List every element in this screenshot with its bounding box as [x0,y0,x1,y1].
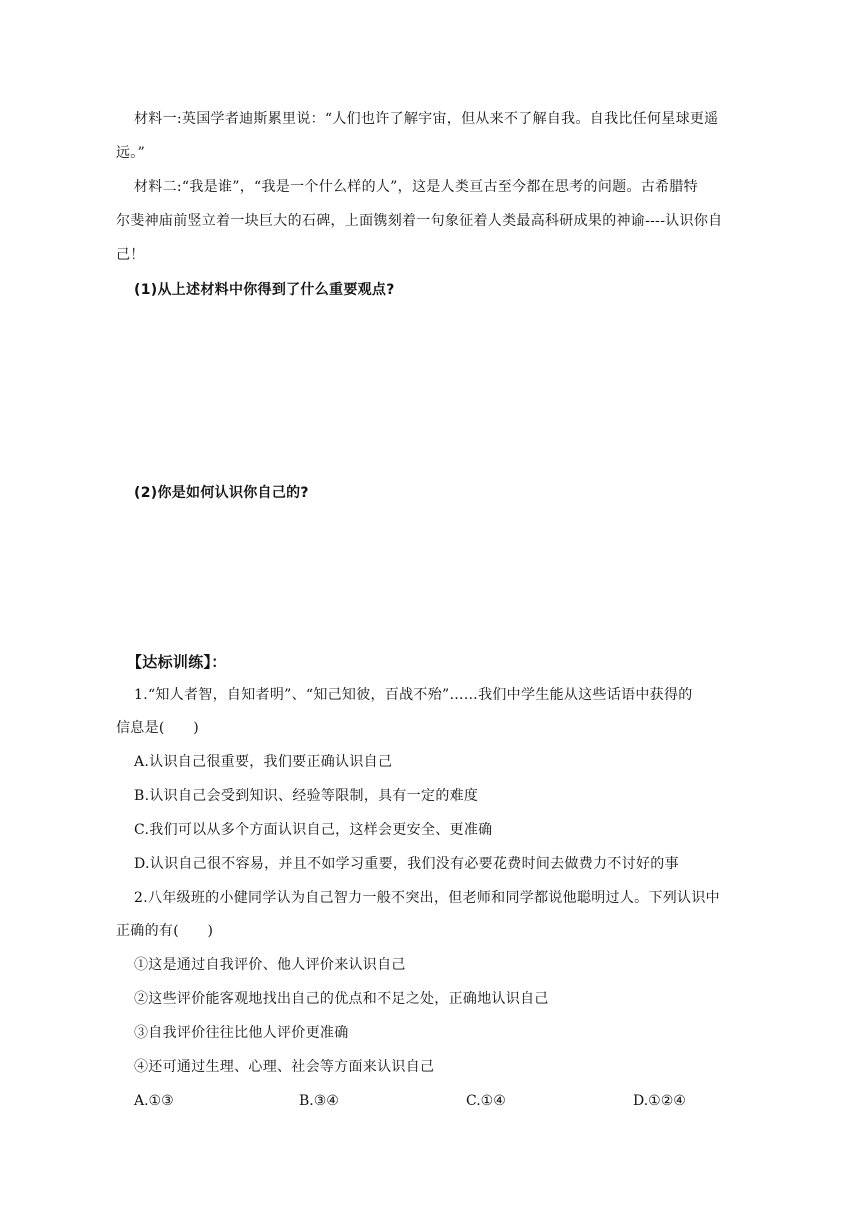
material2-line1: 材料二:“我是谁”，“我是一个什么样的人”，这是人类亘古至今都在思考的问题。古希腊特 [134,179,698,195]
material1-line2: 远。” [116,145,146,161]
q2-statement-4: ④还可通过生理、心理、社会等方面来认识自己 [134,1059,435,1075]
question-1: (1)从上述材料中你得到了什么重要观点? [134,282,395,298]
q1-stem-line1: 1.“知人者智，自知者明”、“知己知彼，百战不殆”……我们中学生能从这些话语中获得的 [134,687,693,703]
material2-line2: 尔斐神庙前竖立着一块巨大的石碑，上面镌刻着一句象征着人类最高科研成果的神谕----认识你自 [116,213,723,229]
q2-stem-line2: 正确的有( ) [116,923,214,939]
q1-stem-line2: 信息是( ) [116,720,200,736]
q1-option-b: B.认识自己会受到知识、经验等限制，具有一定的难度 [134,788,479,804]
q2-stem-line1: 2.八年级班的小健同学认为自己智力一般不突出，但老师和同学都说他聪明过人。下列认识中 [134,890,720,906]
q2-option-a: A.①③ [134,1093,174,1109]
section-heading: 【达标训练】： [127,653,227,671]
q2-option-d: D.①②④ [633,1093,686,1109]
material1-line1: 材料一:英国学者迪斯累里说：“人们也许了解宇宙，但从来不了解自我。自我比任何星球更遥 [134,111,719,127]
question-2: (2)你是如何认识你自己的? [134,485,309,501]
q2-option-c: C.①④ [466,1093,506,1109]
q2-option-b: B.③④ [299,1093,339,1109]
q1-option-c: C.我们可以从多个方面认识自己，这样会更安全、更准确 [134,822,493,838]
q1-option-a: A.认识自己很重要，我们要正确认识自己 [134,754,393,770]
q2-statement-2: ②这些评价能客观地找出自己的优点和不足之处，正确地认识自己 [134,991,549,1007]
q1-option-d: D.认识自己很不容易，并且不如学习重要，我们没有必要花费时间去做费力不讨好的事 [134,856,679,872]
material2-line3: 己！ [116,247,145,263]
q2-statement-1: ①这是通过自我评价、他人评价来认识自己 [134,957,406,973]
q2-statement-3: ③自我评价往往比他人评价更准确 [134,1025,349,1041]
